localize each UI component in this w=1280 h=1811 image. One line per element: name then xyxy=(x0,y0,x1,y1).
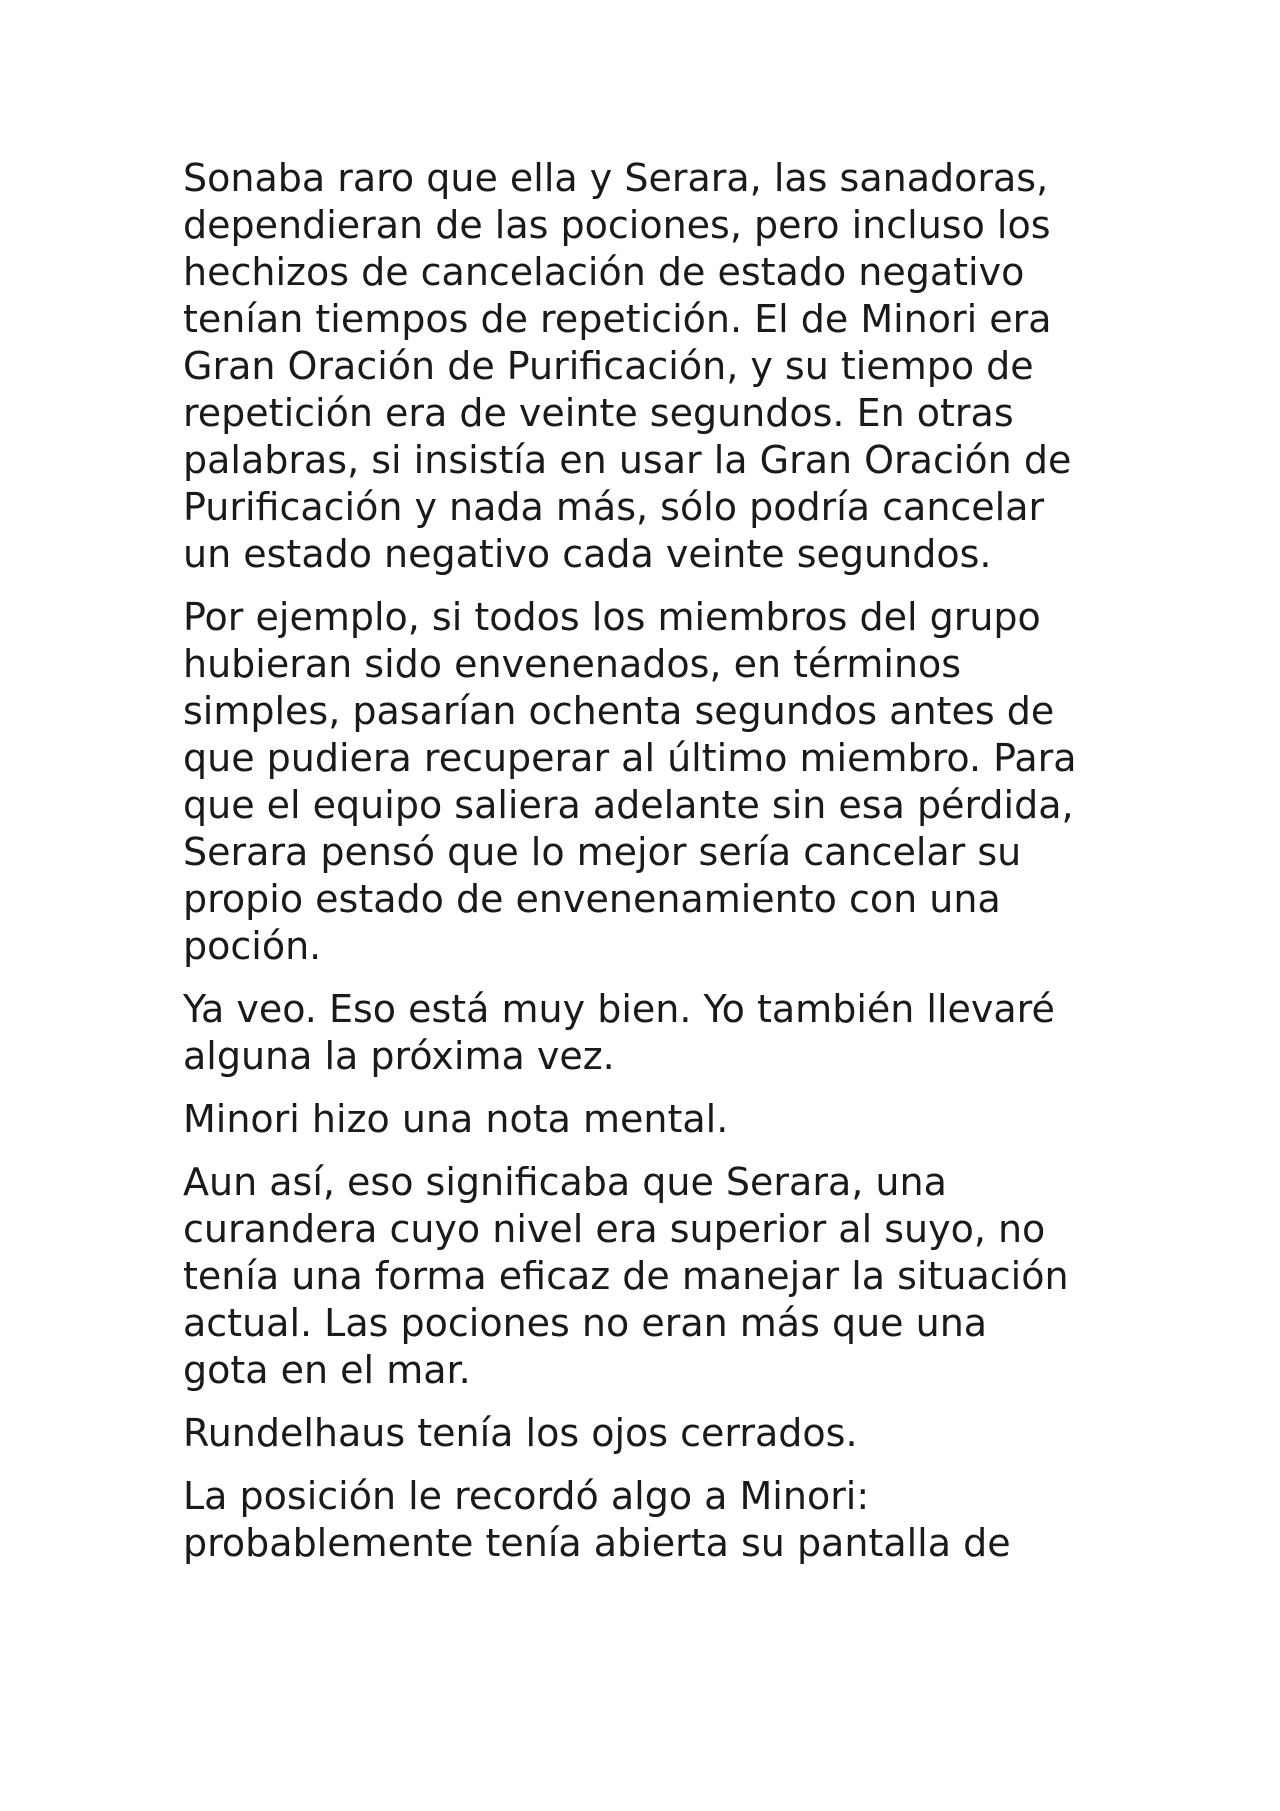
text-line: Rundelhaus tenía los ojos cerrados. xyxy=(183,1411,858,1455)
text-line: Purificación y nada más, sólo podría cancelar xyxy=(183,485,1045,529)
text-line: Minori hizo una nota mental. xyxy=(183,1097,729,1141)
paragraph-1 xyxy=(183,155,1143,578)
text-line: gota en el mar. xyxy=(183,1348,471,1392)
text-line: actual. Las pociones no eran más que una xyxy=(183,1301,988,1345)
text-line: tenían tiempos de repetición. El de Minori era xyxy=(183,297,1052,341)
text-line: Por ejemplo, si todos los miembros del grupo xyxy=(183,595,1041,639)
text-line: probablemente tenía abierta su pantalla de xyxy=(183,1521,1011,1565)
text-line: curandera cuyo nivel era superior al suyo, no xyxy=(183,1207,1046,1251)
text-line: un estado negativo cada veinte segundos. xyxy=(183,532,992,576)
text-line: Serara pensó que lo mejor sería cancelar su xyxy=(183,830,1022,874)
text-line: Gran Oración de Purificación, y su tiempo de xyxy=(183,344,1034,388)
text-line: poción. xyxy=(183,924,322,968)
text-line: hechizos de cancelación de estado negativo xyxy=(183,250,1025,294)
paragraph-3 xyxy=(183,986,1143,1080)
text-line: La posición le recordó algo a Minori: xyxy=(183,1474,870,1518)
text-line: propio estado de envenenamiento con una xyxy=(183,877,1001,921)
text-line: alguna la próxima vez. xyxy=(183,1034,615,1078)
paragraph-2 xyxy=(183,594,1143,970)
text-line: hubieran sido envenenados, en términos xyxy=(183,642,962,686)
paragraph-4 xyxy=(183,1096,1143,1143)
text-line: Sonaba raro que ella y Serara, las sanadoras, xyxy=(183,156,1049,200)
text-line: que el equipo saliera adelante sin esa pérdida, xyxy=(183,783,1074,827)
text-line: Aun así, eso significaba que Serara, una xyxy=(183,1160,947,1204)
text-line: tenía una forma eficaz de manejar la situación xyxy=(183,1254,1069,1298)
text-line: que pudiera recuperar al último miembro. Para xyxy=(183,736,1077,780)
text-line: dependieran de las pociones, pero incluso los xyxy=(183,203,1051,247)
body-text xyxy=(183,155,1143,1583)
paragraph-7 xyxy=(183,1473,1143,1567)
text-line: repetición era de veinte segundos. En otras xyxy=(183,391,1014,435)
paragraph-6 xyxy=(183,1410,1143,1457)
text-line: simples, pasarían ochenta segundos antes de xyxy=(183,689,1055,733)
paragraph-5 xyxy=(183,1159,1143,1394)
text-line: palabras, si insistía en usar la Gran Oración de xyxy=(183,438,1072,482)
text-line: Ya veo. Eso está muy bien. Yo también llevaré xyxy=(183,987,1055,1031)
